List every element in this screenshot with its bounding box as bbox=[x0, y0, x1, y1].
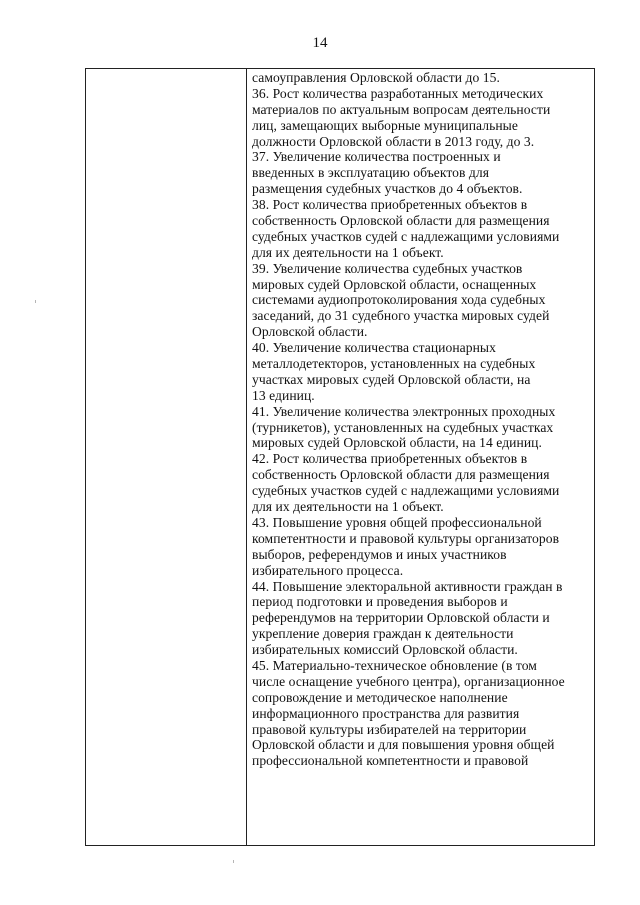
text-line: избирательных комиссий Орловской области. bbox=[252, 642, 518, 658]
text-line: 44. Повышение электоральной активности граждан в bbox=[252, 578, 563, 594]
text-line: 40. Увеличение количества стационарных bbox=[252, 340, 496, 356]
scan-mark bbox=[233, 860, 234, 863]
text-line: должности Орловской области в 2013 году, до 3. bbox=[252, 133, 535, 149]
document-table bbox=[85, 68, 595, 846]
text-line: введенных в эксплуатацию объектов для bbox=[252, 165, 490, 181]
text-line: укрепление доверия граждан к деятельности bbox=[252, 626, 514, 642]
text-line: мировых судей Орловской области, оснащенных bbox=[252, 276, 537, 292]
text-line: материалов по актуальным вопросам деятельности bbox=[252, 101, 551, 117]
text-line: информационного пространства для развития bbox=[252, 705, 520, 721]
text-line: 39. Увеличение количества судебных участков bbox=[252, 260, 523, 276]
text-line: участках мировых судей Орловской области, на bbox=[252, 371, 531, 387]
text-line: референдумов на территории Орловской области и bbox=[252, 610, 550, 626]
text-line: 43. Повышение уровня общей профессиональной bbox=[252, 514, 542, 530]
text-line: мировых судей Орловской области, на 14 единиц. bbox=[252, 435, 542, 451]
text-line: 36. Рост количества разработанных методических bbox=[252, 85, 544, 101]
text-line: судебных участков судей с надлежащими условиями bbox=[252, 228, 560, 244]
page-number: 14 bbox=[312, 35, 328, 51]
text-line: выборов, референдумов и иных участников bbox=[252, 546, 507, 562]
table-left-column bbox=[86, 69, 247, 845]
text-line: лиц, замещающих выборные муниципальные bbox=[252, 117, 518, 133]
text-line: (турникетов), установленных на судебных участках bbox=[252, 419, 554, 435]
text-line: 45. Материально-техническое обновление (в том bbox=[252, 657, 537, 673]
text-line: для их деятельности на 1 объект. bbox=[252, 499, 444, 515]
text-line: 38. Рост количества приобретенных объектов в bbox=[252, 197, 528, 213]
text-line: сопровождение и методическое наполнение bbox=[252, 689, 508, 705]
text-line: собственность Орловской области для размещения bbox=[252, 213, 550, 229]
text-line: период подготовки и проведения выборов и bbox=[252, 594, 508, 610]
text-line: для их деятельности на 1 объект. bbox=[252, 244, 444, 260]
scan-mark bbox=[35, 300, 36, 303]
text-line: числе оснащение учебного центра), организационное bbox=[252, 673, 565, 689]
text-line: правовой культуры избирателей на территории bbox=[252, 721, 527, 737]
text-line: 13 единиц. bbox=[252, 387, 315, 403]
text-line: 37. Увеличение количества построенных и bbox=[252, 149, 501, 165]
text-line: металлодетекторов, установленных на судебных bbox=[252, 356, 536, 372]
text-line: системами аудиопротоколирования хода судебных bbox=[252, 292, 546, 308]
text-line: Орловской области. bbox=[252, 324, 368, 340]
table-right-column bbox=[247, 69, 595, 845]
text-line: 42. Рост количества приобретенных объектов в bbox=[252, 451, 528, 467]
text-line: компетентности и правовой культуры организаторов bbox=[252, 530, 560, 546]
text-line: судебных участков судей с надлежащими условиями bbox=[252, 483, 560, 499]
text-line: 41. Увеличение количества электронных проходных bbox=[252, 403, 556, 419]
text-line: профессиональной компетентности и правовой bbox=[252, 753, 529, 769]
text-line: самоуправления Орловской области до 15. bbox=[252, 70, 500, 85]
text-line: размещения судебных участков до 4 объектов. bbox=[252, 181, 523, 197]
text-line: заседаний, до 31 судебного участка мировых судей bbox=[252, 308, 550, 324]
text-line: собственность Орловской области для размещения bbox=[252, 467, 550, 483]
text-line: Орловской области и для повышения уровня общей bbox=[252, 737, 555, 753]
text-line: избирательного процесса. bbox=[252, 562, 404, 578]
